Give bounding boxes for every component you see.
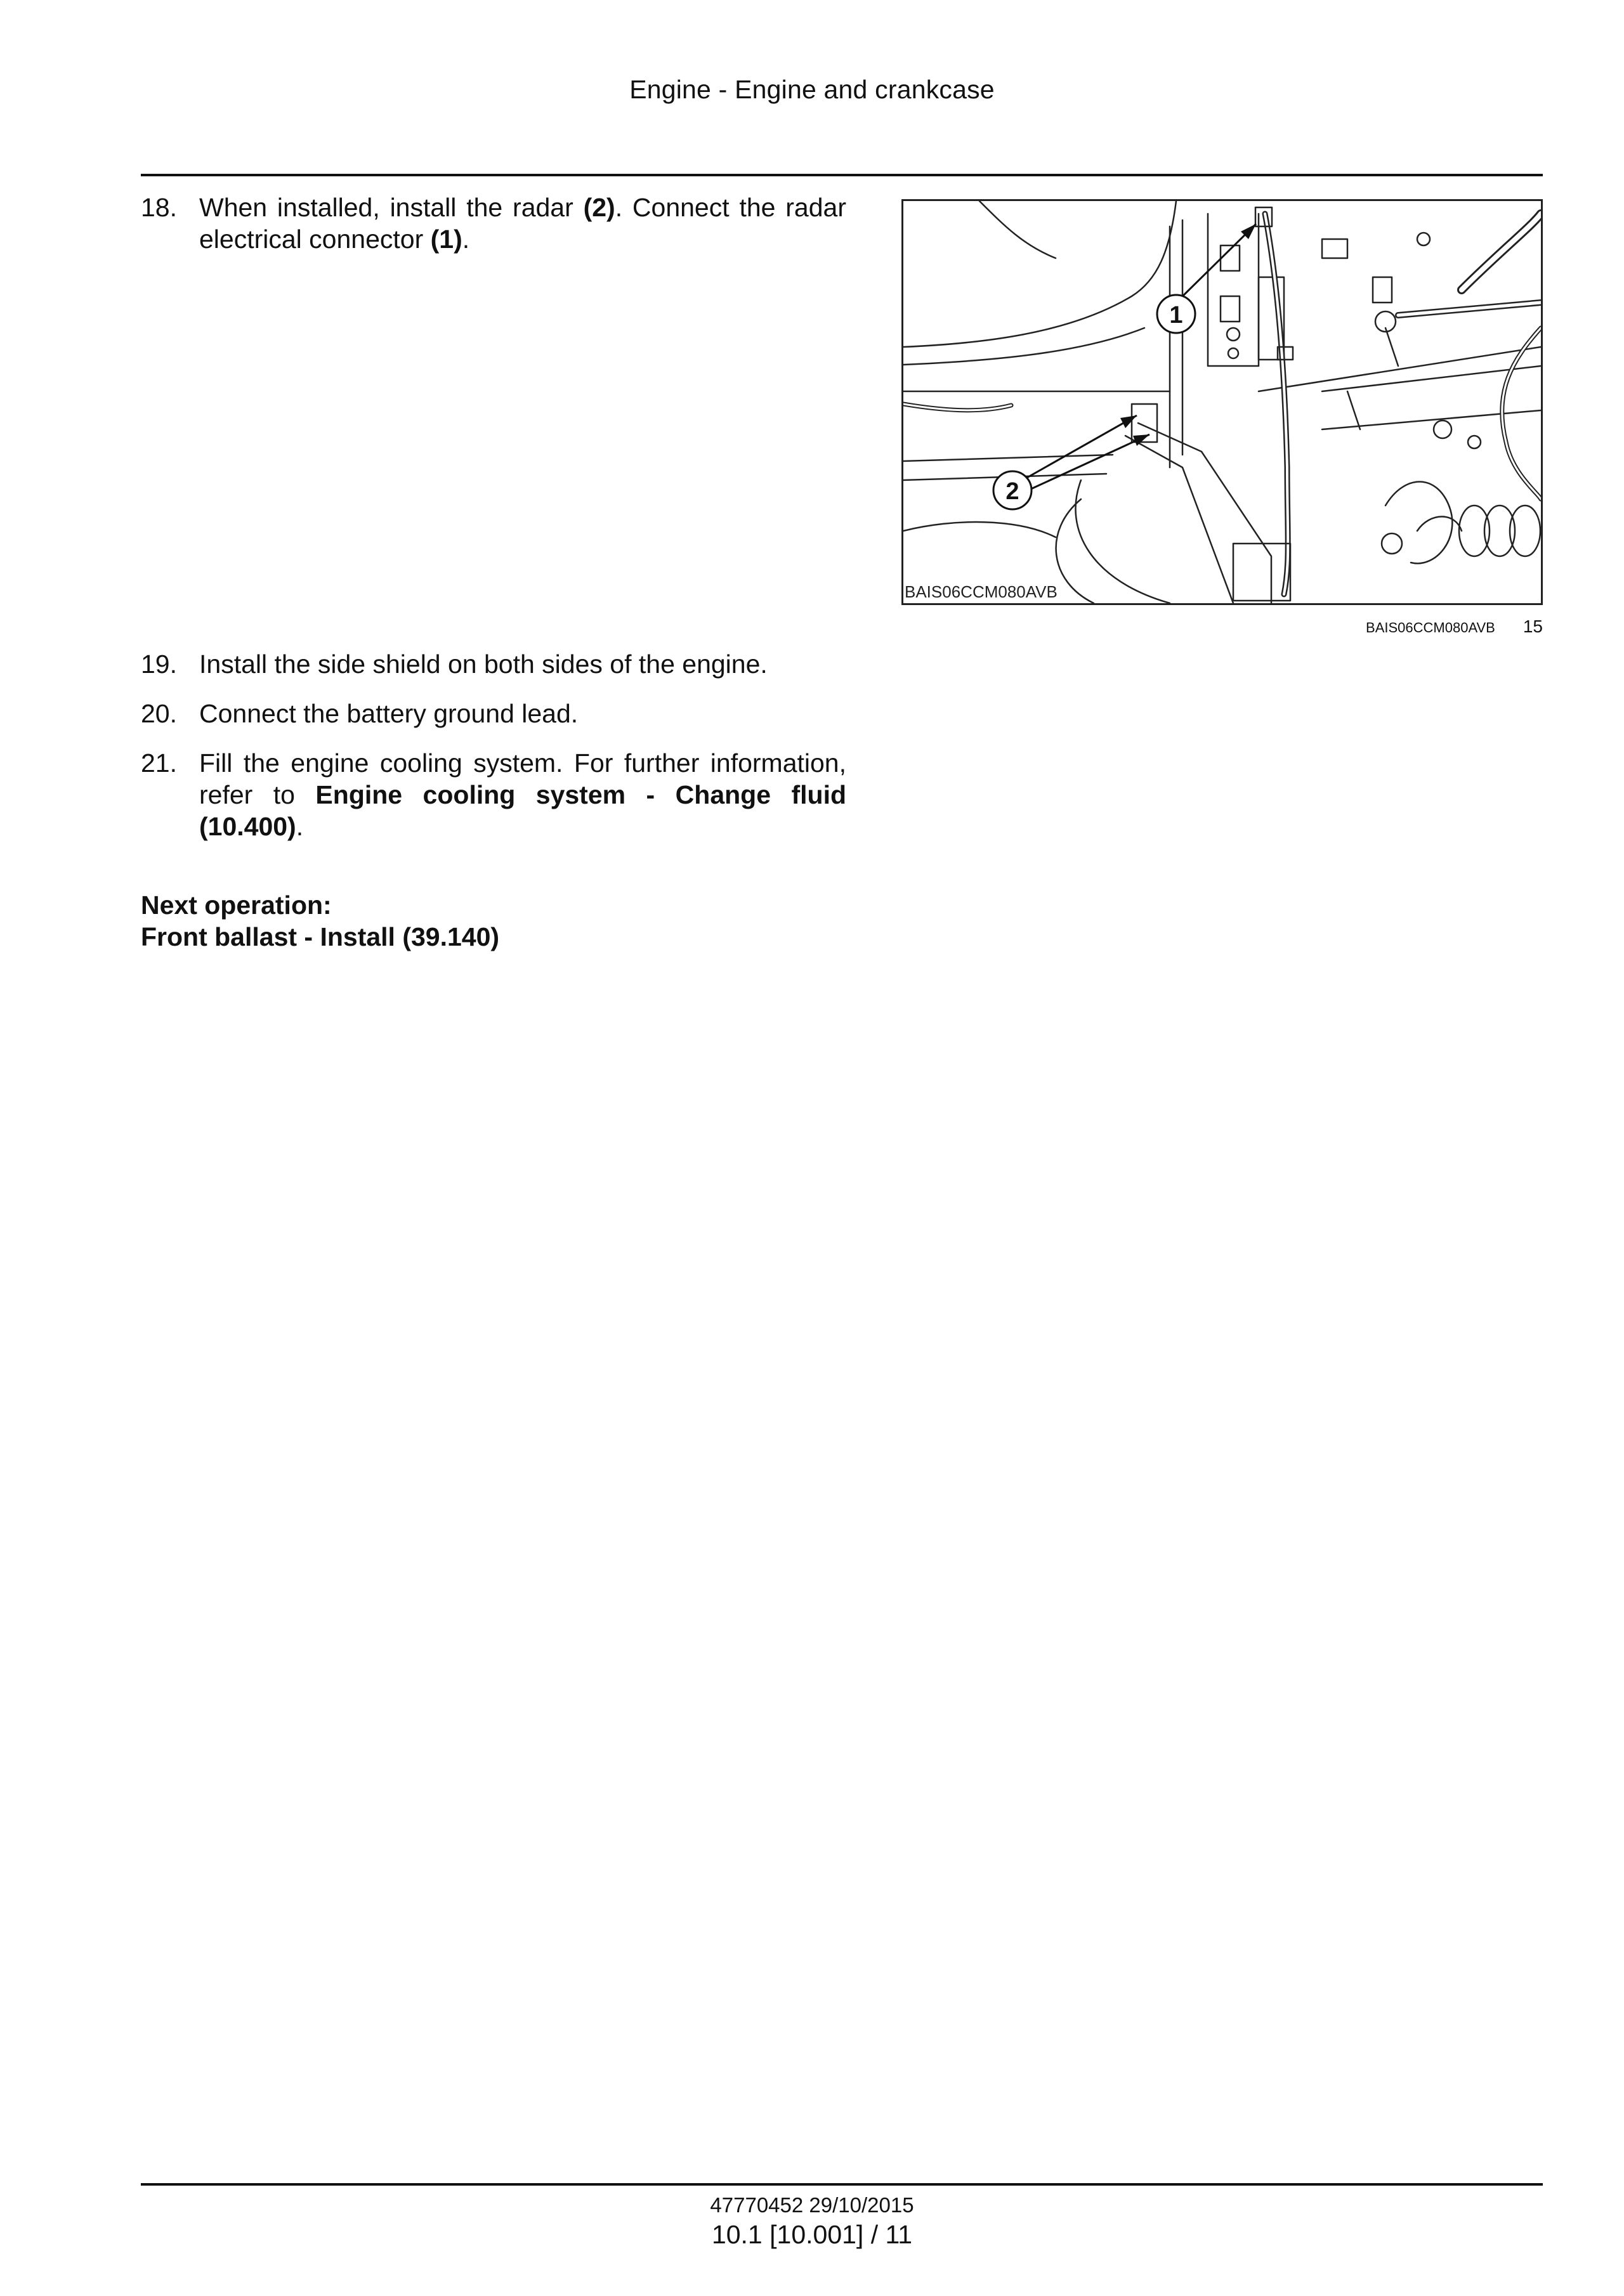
footer-page-number: 10.1 [10.001] / 11 <box>711 2220 913 2249</box>
step-text: Fill the engine cooling system. For further information, refer to Engine cooling system - Change fluid (10.400). <box>199 748 847 841</box>
step-number: 21. <box>141 748 177 778</box>
next-operation-label: Next operation: <box>141 890 332 920</box>
step-text: Connect the battery ground lead. <box>199 699 579 728</box>
step-21 <box>141 747 846 842</box>
radar-installation-figure <box>901 199 1543 605</box>
figure-code: BAIS06CCM080AVB <box>1366 620 1495 636</box>
callout-1 <box>1157 224 1256 333</box>
step-text: When installed, install the radar (2). Connect the radar electrical connector (1). <box>199 193 846 254</box>
callout-label: 1 <box>1169 302 1183 329</box>
next-operation <box>141 889 499 953</box>
figure-number: 15 <box>1522 616 1543 636</box>
step-number: 18. <box>141 193 177 222</box>
step-20 <box>141 698 846 729</box>
figure-code-inner: BAIS06CCM080AVB <box>905 582 1058 601</box>
footer-rule <box>141 2183 1543 2186</box>
engine-line-drawing <box>903 201 1541 603</box>
footer-doc-id: 47770452 29/10/2015 <box>710 2193 914 2217</box>
callout-2 <box>993 415 1149 509</box>
figure-caption <box>1366 616 1543 637</box>
step-number: 20. <box>141 699 177 728</box>
header-rule <box>141 174 1543 176</box>
page-header-title: Engine - Engine and crankcase <box>629 75 995 104</box>
step-18 <box>141 192 846 255</box>
next-operation-link[interactable]: Front ballast - Install (39.140) <box>141 922 500 951</box>
callout-label: 2 <box>1005 478 1019 505</box>
step-text: Install the side shield on both sides of the engine. <box>199 649 768 679</box>
step-19 <box>141 648 846 680</box>
step-number: 19. <box>141 649 177 679</box>
